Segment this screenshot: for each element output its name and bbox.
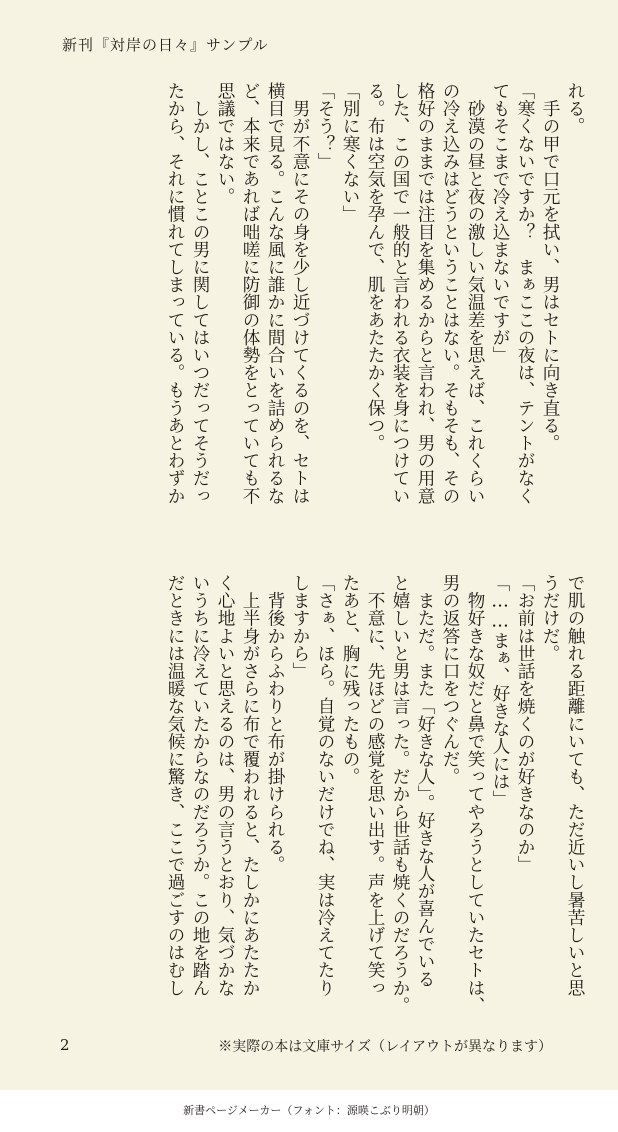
text-column: たから、それに慣れてしまっている。もうあとわずか	[165, 82, 185, 505]
text-column: 上半身がさらに布で覆われると、たしかにあたたか	[240, 574, 260, 997]
text-column: たあと、胸に残ったもの。	[340, 574, 360, 786]
text-column: 男の返答に口をつぐんだ。	[440, 574, 460, 786]
generator-credit: 新書ページメーカー（フォント：源暎こぶり明朝）	[183, 1104, 435, 1117]
text-column: と嬉しいと男は言った。だから世話も焼くのだろうか。	[390, 574, 410, 1014]
text-column: した、この国で一般的と言われる衣装を身につけてい	[390, 82, 410, 505]
text-column: る。布は空気を孕んで、肌をあたたかく保つ。	[365, 82, 385, 452]
text-block-lower	[164, 574, 586, 1020]
text-column: まただ。また「好きな人」。好きな人が喜んでいる	[415, 574, 435, 988]
text-column: 「お前は世話を焼くのが好きなのか」	[515, 574, 535, 874]
text-column: 横目で見る。こんな風に誰かに間合いを詰められるな	[265, 82, 285, 505]
text-column: れる。	[565, 82, 585, 135]
text-column: 格好のままでは注目を集めるからと言われ、男の用意	[415, 82, 435, 505]
text-column: 「寒くないですか？ まぁここの夜は、テントがなく	[515, 82, 535, 505]
page-number: 2	[60, 1036, 70, 1054]
text-column: しかし、ことこの男に関してはいつだってそうだっ	[190, 82, 210, 505]
text-column: 男が不意にその身を少し近づけてくるのを、セトは	[290, 82, 310, 505]
text-column: てもそこまで冷え込まないですが」	[490, 82, 510, 364]
text-block-upper	[164, 82, 586, 528]
text-column: だときには温暖な気候に驚き、ここで過ごすのはむし	[165, 574, 185, 997]
text-column: 背後からふわりと布が掛けられる。	[265, 574, 285, 874]
text-column: しますから」	[290, 574, 310, 680]
text-column: うだけだ。	[540, 574, 560, 662]
size-note: ※実際の本は文庫サイズ（レイアウトが異なります）	[218, 1039, 552, 1055]
page-header-title: 新刊『対岸の日々』サンプル	[62, 36, 269, 54]
text-column: く心地よいと思えるのは、男の言うとおり、気づかな	[215, 574, 235, 997]
text-column: 「そう？」	[315, 82, 335, 170]
text-column: いうちに冷えていたからなのだろうか。この地を踏ん	[190, 574, 210, 997]
text-column: 「……まぁ、好きな人には」	[490, 574, 510, 808]
text-column: 砂漠の昼と夜の激しい気温差を思えば、これくらい	[465, 82, 485, 505]
text-column: の冷え込みはどうということはない。そもそも、その	[440, 82, 460, 505]
text-column: 物好きな奴だと鼻で笑ってやろうとしていたセトは、	[465, 574, 485, 1014]
text-column: 不意に、先ほどの感覚を思い出す。声を上げて笑っ	[365, 574, 385, 997]
text-column: 思議ではない。	[215, 82, 235, 206]
text-column: 「さぁ、ほら。自覚のないだけでね、実は冷えてたり	[315, 574, 335, 997]
text-column: で肌の触れる距離にいても、ただ近いし暑苦しいと思	[565, 574, 585, 997]
text-column: 手の甲で口元を拭い、男はセトに向き直る。	[540, 82, 560, 452]
text-column: 「別に寒くない」	[340, 82, 360, 223]
text-column: ど、本来であれば咄嗟に防御の体勢をとっていても不	[240, 82, 260, 505]
